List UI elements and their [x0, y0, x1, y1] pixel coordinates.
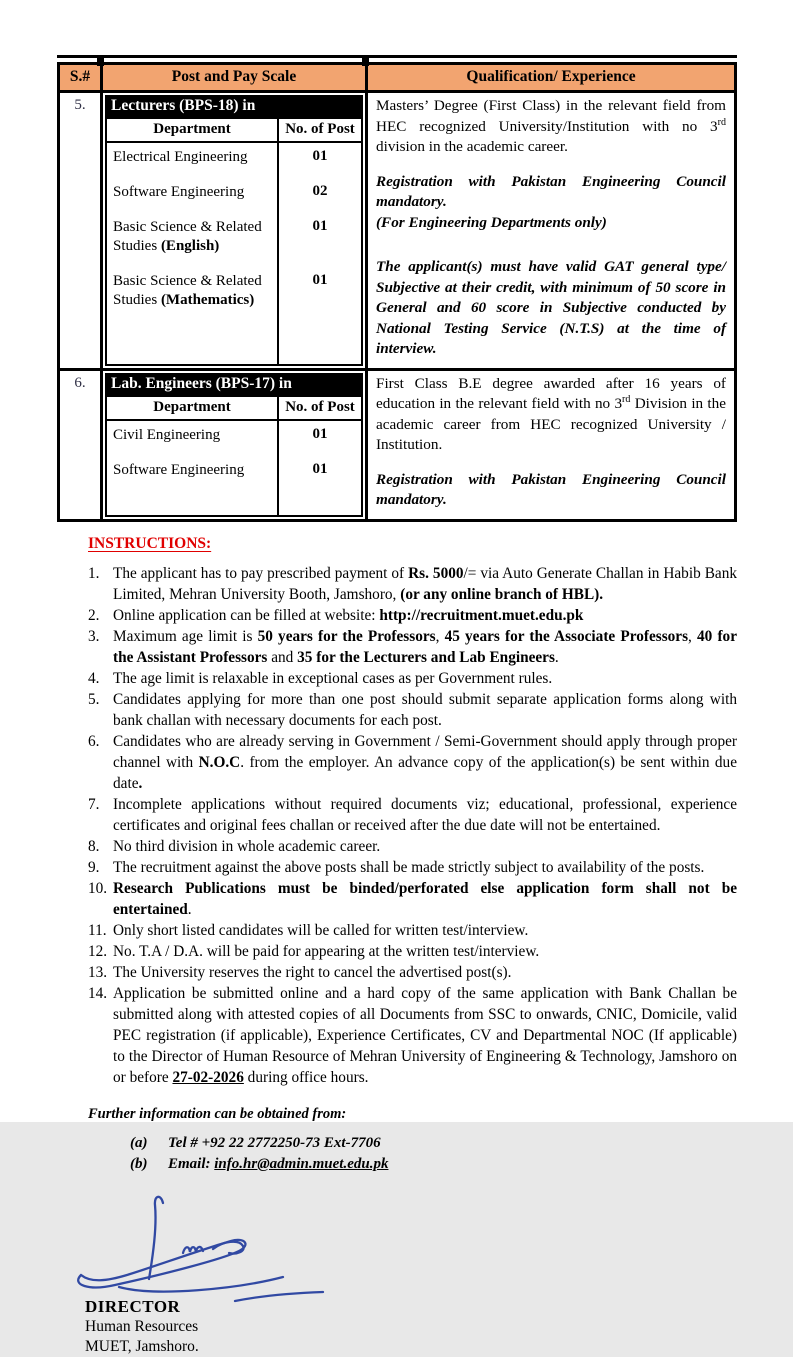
instruction-number: 9.	[88, 858, 100, 876]
post-title-bar: Lecturers (BPS-18) in	[105, 95, 363, 119]
department-name: Software Engineering	[107, 456, 279, 491]
department-row	[107, 421, 361, 456]
instruction-item	[88, 668, 737, 689]
departments-table	[105, 397, 363, 517]
department-row	[107, 143, 361, 178]
header-post-pay-scale: Post and Pay Scale	[103, 65, 368, 90]
department-name: Software Engineering	[107, 178, 279, 213]
instruction-number: 12.	[88, 942, 108, 960]
instruction-number: 8.	[88, 837, 100, 855]
table-header-row	[60, 65, 734, 93]
department-post-count: 01	[312, 148, 328, 164]
instruction-text: Research Publications must be binded/perforated else application form shall not be entertained.	[113, 879, 737, 918]
departments-filler	[107, 321, 361, 364]
signature-block	[67, 1189, 737, 1357]
instruction-item	[88, 857, 737, 878]
instruction-number: 1.	[88, 564, 100, 582]
instruction-text: Maximum age limit is 50 years for the Professors, 45 years for the Associate Professors, 40 for the Assistant Professors and 35 for the Lecturers and Lab Engineers.	[113, 627, 737, 666]
qualification-paragraph: Registration with Pakistan Engineering Council mandatory.	[376, 470, 726, 508]
instruction-number: 6.	[88, 732, 100, 750]
department-post-count: 01	[312, 272, 328, 288]
instruction-text: The recruitment against the above posts shall be made strictly subject to availability of the posts.	[113, 858, 705, 876]
qualification-cell	[368, 93, 734, 368]
instruction-number: 3.	[88, 627, 100, 645]
page-content	[57, 55, 737, 1357]
instruction-text: Only short listed candidates will be called for written test/interview.	[113, 921, 529, 939]
posts-col-header: No. of Post	[285, 121, 355, 137]
instruction-item	[88, 563, 737, 605]
instruction-item	[88, 941, 737, 962]
departments-table	[105, 119, 363, 366]
further-info-heading: Further information can be obtained from:	[88, 1105, 347, 1122]
instructions-section	[88, 535, 737, 1088]
department-row	[107, 456, 361, 491]
instruction-text: The age limit is relaxable in exceptional cases as per Government rules.	[113, 669, 553, 687]
instruction-text: Incomplete applications without required documents viz; educational, professional, experience certificates and original fees challan or received after the due date will not be entertained.	[113, 795, 737, 834]
instruction-number: 5.	[88, 690, 100, 708]
column-divider-tick	[362, 55, 369, 66]
instruction-text: The University reserves the right to cancel the advertised post(s).	[113, 963, 512, 981]
instruction-text: The applicant has to pay prescribed payment of Rs. 5000/= via Auto Generate Challan in Habib Bank Limited, Mehran University Booth, Jamshoro, (or any online branch of HBL).	[113, 564, 737, 603]
instruction-item	[88, 689, 737, 731]
instruction-item	[88, 983, 737, 1088]
further-info-text: Tel # +92 22 2772250-73 Ext-7706	[168, 1134, 381, 1151]
department-row	[107, 178, 361, 213]
further-info-text: Email: info.hr@admin.muet.edu.pk	[168, 1155, 389, 1172]
header-serial: S.#	[60, 65, 103, 90]
instruction-item	[88, 962, 737, 983]
further-info-item	[130, 1133, 737, 1154]
instruction-text: Candidates who are already serving in Government / Semi-Government should apply through proper channel with N.O.C. from the employer. An advance copy of the application(s) be sent within due date.	[113, 732, 737, 792]
instructions-list	[88, 563, 737, 1088]
signatory-department: Human Resources	[85, 1317, 199, 1335]
instruction-text: Application be submitted online and a hard copy of the same application with Bank Challan be submitted along with attested copies of all Documents from SSC to onwards, CNIC, Domicile, valid PEC registration (if applicable), Experience Certificates, CV and Departmental NOC (If applicable) to the Director of Human Resource of Mehran University of Engineering & Technology, Jamshoro on or before 27-02-2026 during office hours.	[113, 984, 737, 1086]
qualification-paragraph: First Class B.E degree awarded after 16 years of education in the relevant field with no 3rd Division in the academic career from HEC recognized University / Institution.	[376, 374, 726, 453]
instruction-item	[88, 836, 737, 857]
qualification-paragraph: Registration with Pakistan Engineering Council mandatory. (For Engineering Departments only)	[376, 172, 726, 231]
further-info-list	[88, 1133, 737, 1175]
signatory-details	[85, 1297, 737, 1357]
further-info-label: (a)	[130, 1134, 148, 1151]
signatory-title: DIRECTOR	[85, 1296, 181, 1316]
instruction-text: Candidates applying for more than one post should submit separate application forms along with bank challan with necessary documents for each post.	[113, 690, 737, 729]
instruction-number: 7.	[88, 795, 100, 813]
further-info-label: (b)	[130, 1155, 148, 1172]
instruction-item	[88, 878, 737, 920]
instruction-number: 13.	[88, 963, 108, 981]
instruction-text: Online application can be filled at website: http://recruitment.muet.edu.pk	[113, 606, 584, 624]
department-name: Civil Engineering	[107, 421, 279, 456]
department-row	[107, 267, 361, 321]
qualification-paragraph: The applicant(s) must have valid GAT general type/ Subjective at their credit, with minimum of 50 score in General and 60 score in Subjective conducted by National Testing Service (N.T.S) at the time of interview.	[376, 258, 726, 357]
instruction-number: 2.	[88, 606, 100, 624]
instruction-text: No third division in whole academic career.	[113, 837, 381, 855]
department-name: Basic Science & Related Studies (Mathematics)	[107, 267, 279, 321]
qualification-paragraph: Masters’ Degree (First Class) in the relevant field from HEC recognized University/Institution with no 3rd division in the academic career.	[376, 97, 726, 155]
department-name: Electrical Engineering	[107, 143, 279, 178]
department-col-header: Department	[107, 119, 279, 141]
instruction-number: 11.	[88, 921, 107, 939]
header-qualification: Qualification/ Experience	[466, 68, 636, 85]
department-row	[107, 213, 361, 267]
instruction-number: 4.	[88, 669, 100, 687]
table-row-lecturers	[60, 93, 734, 368]
instruction-item	[88, 605, 737, 626]
instruction-item	[88, 920, 737, 941]
instruction-item	[88, 626, 737, 668]
serial-number: 5.	[60, 93, 103, 368]
instruction-number: 14.	[88, 984, 108, 1002]
department-post-count: 01	[312, 460, 328, 477]
departments-body	[107, 421, 361, 491]
posts-table	[57, 62, 737, 522]
qualification-cell	[368, 371, 734, 519]
department-name: Basic Science & Related Studies (English)	[107, 213, 279, 267]
instructions-heading: INSTRUCTIONS:	[88, 534, 212, 552]
table-continuation-rule	[57, 55, 737, 58]
department-col-header: Department	[107, 397, 279, 419]
column-divider-tick	[97, 55, 104, 66]
post-cell	[103, 93, 368, 368]
department-post-count: 01	[312, 425, 328, 442]
table-row-lab-engineers	[60, 368, 734, 519]
departments-filler	[107, 491, 361, 515]
further-info-item	[130, 1154, 737, 1175]
department-post-count: 01	[312, 218, 328, 234]
posts-col-header: No. of Post	[285, 398, 355, 415]
instruction-item	[88, 794, 737, 836]
department-post-count: 02	[312, 183, 328, 199]
departments-header	[107, 397, 361, 421]
post-cell	[103, 371, 368, 519]
instruction-text: No. T.A / D.A. will be paid for appearing at the written test/interview.	[113, 942, 540, 960]
further-info-section	[88, 1106, 737, 1175]
post-title-bar: Lab. Engineers (BPS-17) in	[105, 373, 363, 397]
instruction-number: 10.	[88, 879, 108, 897]
departments-header	[107, 119, 361, 143]
serial-number: 6.	[60, 371, 103, 519]
departments-body	[107, 143, 361, 321]
signature-ink	[67, 1189, 377, 1311]
instruction-item	[88, 731, 737, 794]
signatory-organization: MUET, Jamshoro.	[85, 1337, 199, 1355]
